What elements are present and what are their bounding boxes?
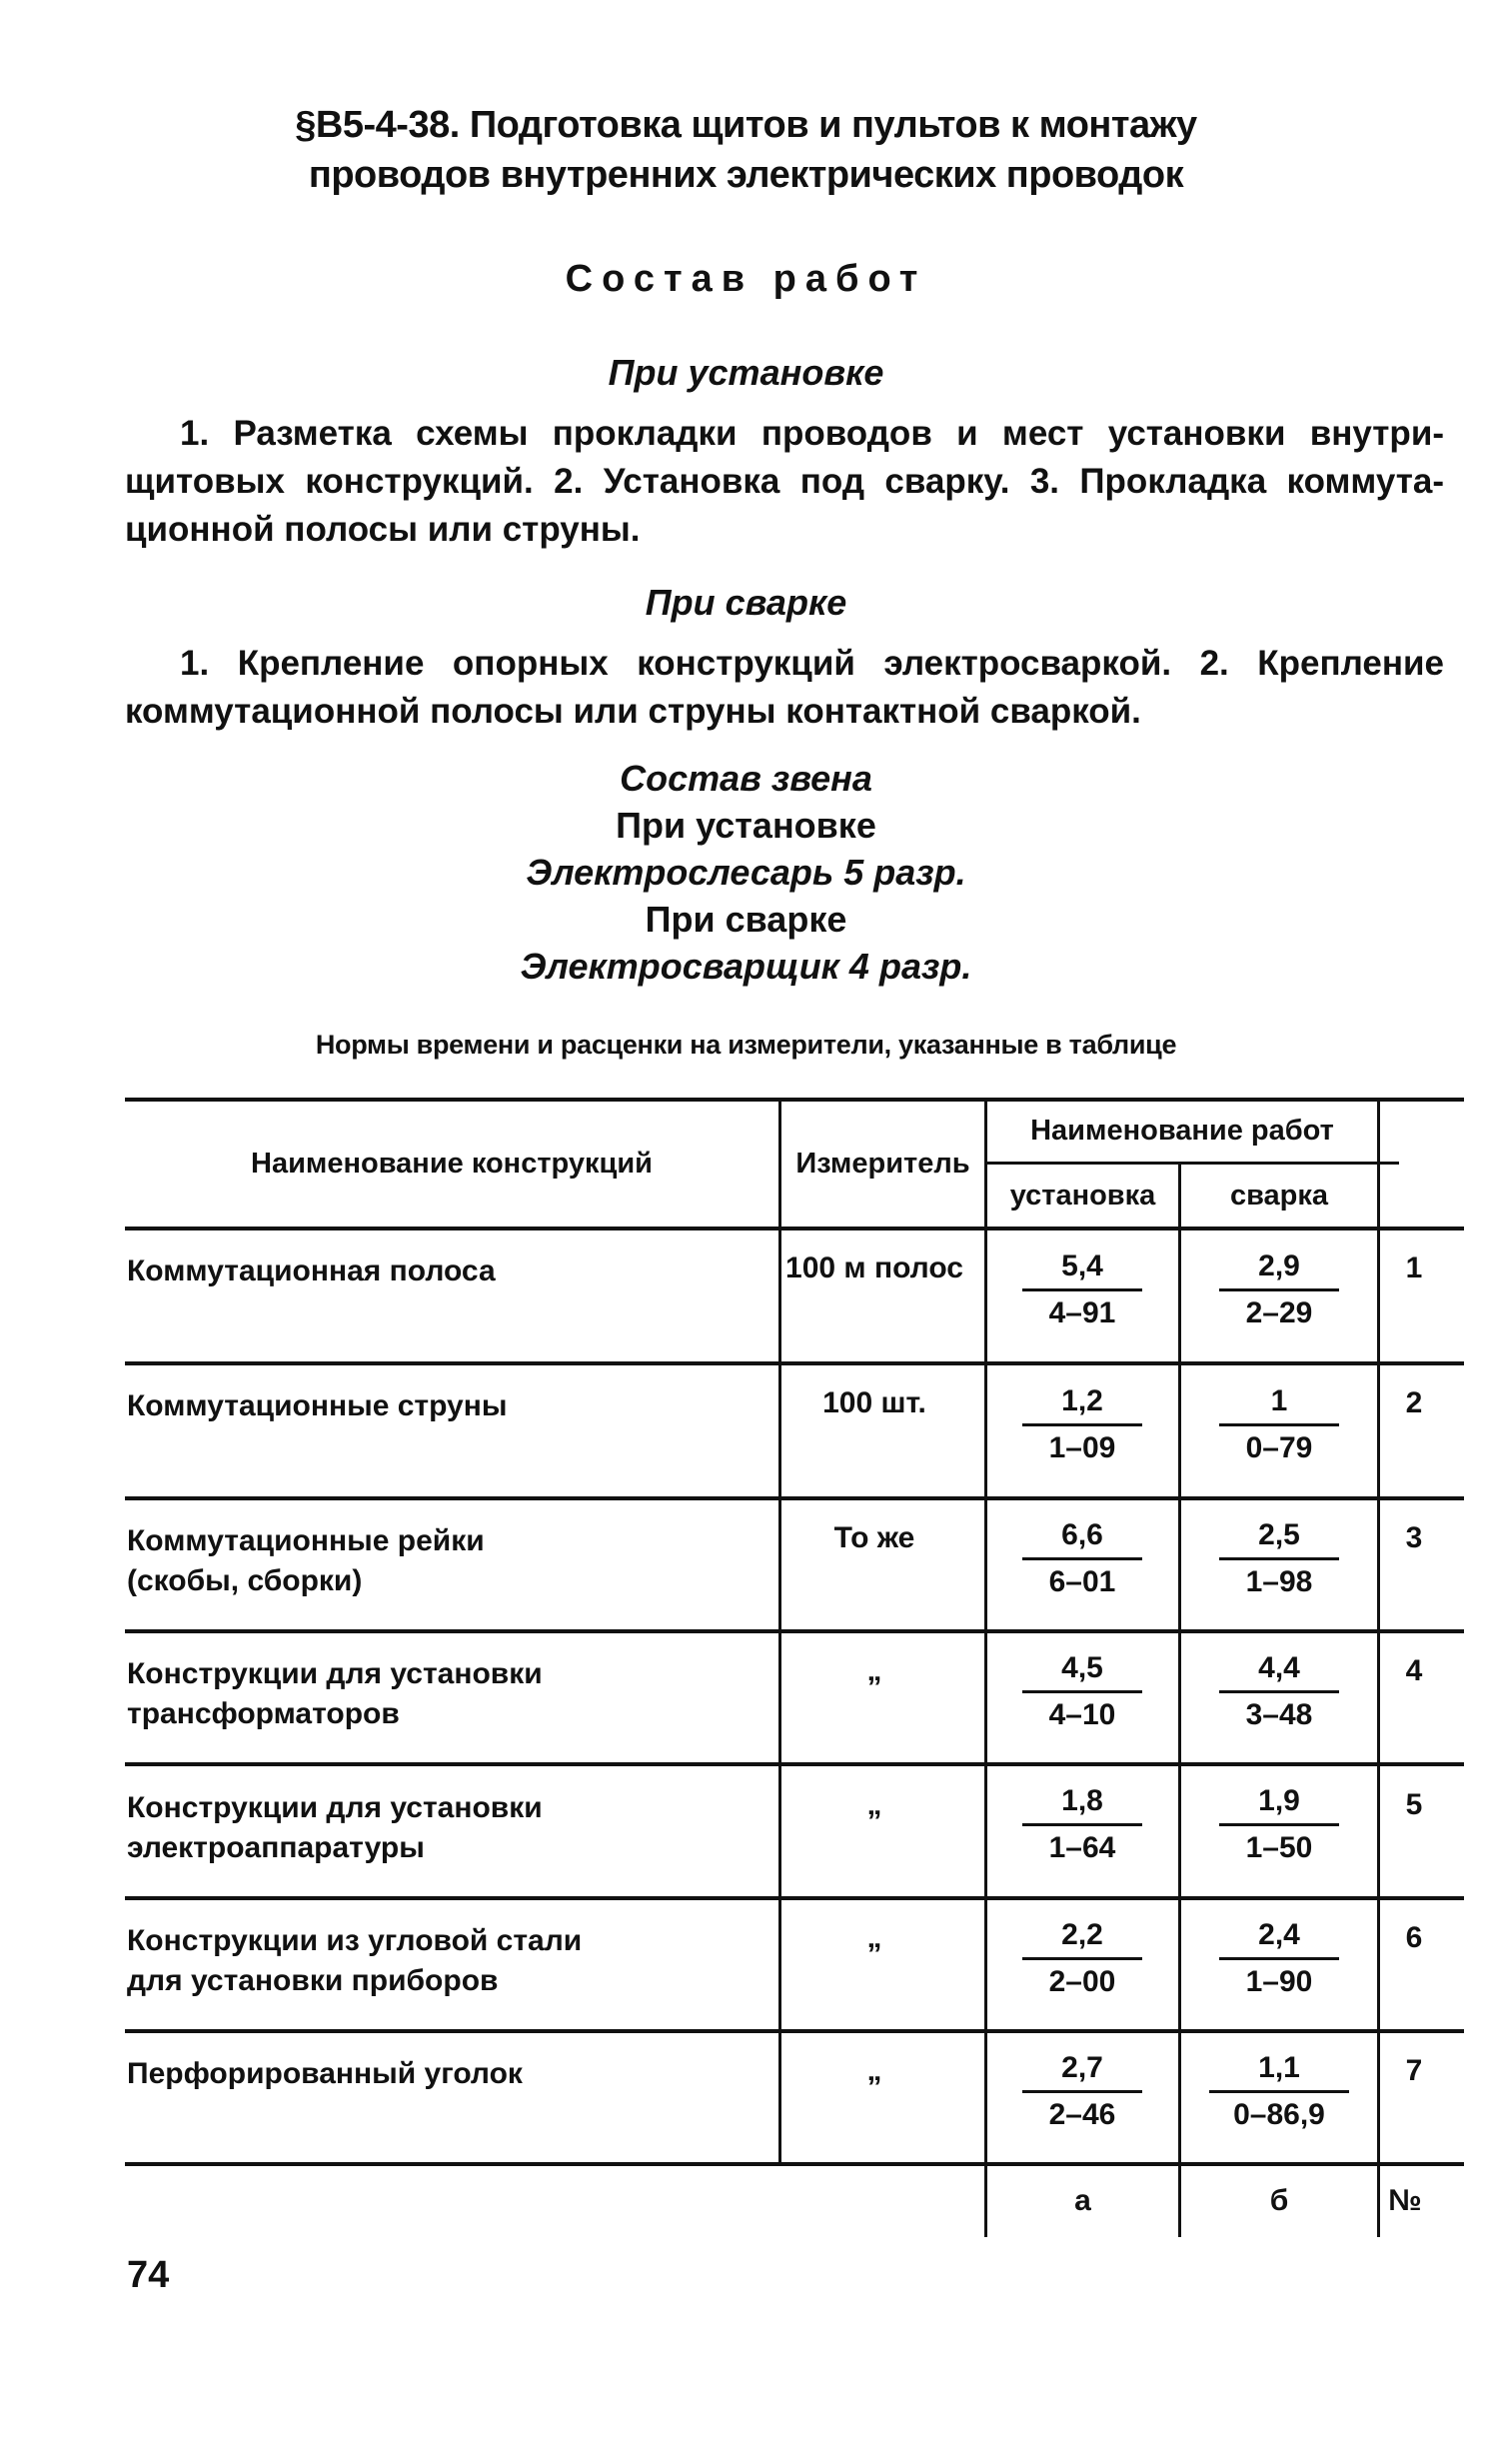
construction-name-line-2: электроаппаратуры — [127, 1831, 425, 1864]
weld-norm: 2,5 — [1219, 1513, 1339, 1560]
weld-price: 3–48 — [1245, 1698, 1313, 1731]
work-composition-heading: Состав работ — [565, 258, 927, 300]
unit-cell: 100 м полос — [785, 1251, 963, 1284]
construction-name-line-1: Коммутационные рейки — [127, 1524, 485, 1557]
table-bottom-rule — [125, 2162, 1464, 2166]
install-norm: 6,6 — [1022, 1513, 1142, 1560]
construction-name — [127, 1251, 766, 1291]
install-norm-fraction — [1022, 1513, 1142, 1604]
construction-name-line-2: для установки приборов — [127, 1964, 499, 1997]
row-rule-1 — [125, 1361, 1464, 1365]
construction-name — [127, 1386, 766, 1426]
crew-install-worker: Электрослесарь 5 разр. — [526, 852, 966, 893]
weld-norm-fraction — [1219, 1779, 1339, 1870]
row-number: 2 — [1405, 1386, 1423, 1419]
install-paragraph — [125, 410, 1444, 554]
install-norm-fraction — [1022, 1779, 1142, 1870]
construction-name-line-1: Конструкции для установки — [127, 1657, 543, 1690]
unit-cell: То же — [833, 1521, 915, 1554]
weld-price: 1–90 — [1245, 1965, 1313, 1998]
row-rule-5 — [125, 1896, 1464, 1900]
footer-col-num: № — [1388, 2184, 1422, 2217]
install-norm-fraction — [1022, 1913, 1142, 2004]
footer-col-b: б — [1269, 2184, 1289, 2217]
construction-name — [127, 1521, 766, 1601]
section-title-line-2: проводов внутренних электрических проводок — [308, 154, 1184, 196]
weld-norm-fraction — [1219, 1913, 1339, 2004]
row-rule-3 — [125, 1629, 1464, 1633]
install-price: 4–91 — [1048, 1296, 1116, 1329]
weld-price: 2–29 — [1245, 1296, 1313, 1329]
row-number: 7 — [1405, 2054, 1423, 2087]
install-price: 2–46 — [1048, 2098, 1116, 2131]
construction-name — [127, 1921, 766, 2001]
weld-price: 1–50 — [1245, 1831, 1313, 1864]
install-norm: 2,2 — [1022, 1913, 1142, 1960]
install-norm: 2,7 — [1022, 2046, 1142, 2093]
section-title-line-1: §В5-4-38. Подготовка щитов и пультов к монтажу — [295, 104, 1197, 146]
unit-cell: „ — [866, 2054, 882, 2087]
weld-price: 1–98 — [1245, 1565, 1313, 1598]
weld-norm: 1,9 — [1219, 1779, 1339, 1826]
footer-col-a: а — [1074, 2184, 1091, 2217]
row-number: 6 — [1405, 1921, 1423, 1954]
construction-name — [127, 1654, 766, 1734]
weld-norm: 1,1 — [1209, 2046, 1349, 2093]
construction-name-line-1: Коммутационные струны — [127, 1389, 508, 1422]
install-norm-fraction — [1022, 1244, 1142, 1335]
weld-price: 0–86,9 — [1233, 2098, 1325, 2131]
install-price: 2–00 — [1048, 1965, 1116, 1998]
unit-cell: „ — [866, 1921, 882, 1954]
row-number: 3 — [1405, 1521, 1423, 1554]
construction-name-line-2: (скобы, сборки) — [127, 1564, 363, 1597]
table-caption: Нормы времени и расценки на измерители, указанные в таблице — [315, 1030, 1177, 1060]
row-number: 4 — [1405, 1654, 1423, 1687]
construction-name-line-2: трансформаторов — [127, 1697, 400, 1730]
header-unit: Измеритель — [795, 1148, 970, 1180]
crew-heading: Состав звена — [620, 758, 872, 799]
col-divider-weld — [1178, 1162, 1181, 2237]
header-bottom-rule — [125, 1227, 1464, 1231]
install-norm: 5,4 — [1022, 1244, 1142, 1291]
header-construction: Наименование конструкций — [251, 1148, 653, 1180]
construction-name-line-1: Конструкции из угловой стали — [127, 1924, 583, 1957]
works-header-rule — [986, 1162, 1399, 1165]
col-divider-num — [1377, 1098, 1380, 2237]
install-price: 1–64 — [1048, 1831, 1116, 1864]
weld-norm-fraction — [1209, 2046, 1349, 2137]
install-norm: 1,2 — [1022, 1379, 1142, 1426]
weld-norm: 2,4 — [1219, 1913, 1339, 1960]
header-works: Наименование работ — [1030, 1115, 1334, 1147]
header-install: установка — [1009, 1180, 1156, 1212]
weld-norm-fraction — [1219, 1379, 1339, 1470]
construction-name — [127, 1788, 766, 1868]
crew-weld-worker: Электросварщик 4 разр. — [520, 946, 972, 987]
weld-norm: 2,9 — [1219, 1244, 1339, 1291]
construction-name-line-1: Перфорированный уголок — [127, 2057, 523, 2090]
install-subtitle: При установке — [608, 352, 884, 393]
unit-cell: 100 шт. — [822, 1386, 926, 1419]
row-rule-6 — [125, 2029, 1464, 2033]
weld-subtitle: При сварке — [645, 582, 847, 623]
col-divider-install — [984, 1098, 987, 2237]
weld-norm-fraction — [1219, 1244, 1339, 1335]
row-rule-4 — [125, 1762, 1464, 1766]
weld-price: 0–79 — [1245, 1431, 1313, 1464]
unit-cell: „ — [866, 1788, 882, 1821]
row-number: 5 — [1405, 1788, 1423, 1821]
weld-norm: 1 — [1219, 1379, 1339, 1426]
weld-paragraph — [125, 640, 1444, 736]
install-paragraph-text: 1. Разметка схемы прокладки проводов и мест установки внутри-щитовых конструкций. 2. Установка под сварку. 3. Прокладка коммута-ционной полосы или струны. — [125, 414, 1444, 549]
install-price: 6–01 — [1048, 1565, 1116, 1598]
header-weld: сварка — [1229, 1180, 1329, 1212]
weld-norm: 4,4 — [1219, 1646, 1339, 1693]
weld-norm-fraction — [1219, 1513, 1339, 1604]
install-norm-fraction — [1022, 1379, 1142, 1470]
install-norm-fraction — [1022, 1646, 1142, 1737]
install-norm: 1,8 — [1022, 1779, 1142, 1826]
page-number: 74 — [127, 2254, 170, 2296]
install-norm: 4,5 — [1022, 1646, 1142, 1693]
table-top-rule — [125, 1098, 1464, 1102]
construction-name — [127, 2054, 766, 2094]
crew-weld-label: При сварке — [645, 899, 847, 940]
crew-install-label: При установке — [616, 805, 876, 846]
weld-norm-fraction — [1219, 1646, 1339, 1737]
construction-name-line-1: Коммутационная полоса — [127, 1254, 496, 1287]
row-rule-2 — [125, 1496, 1464, 1500]
weld-paragraph-text: 1. Крепление опорных конструкций электросваркой. 2. Крепление коммутационной полосы или струны контактной сваркой. — [125, 644, 1444, 731]
install-price: 1–09 — [1048, 1431, 1116, 1464]
install-norm-fraction — [1022, 2046, 1142, 2137]
install-price: 4–10 — [1048, 1698, 1116, 1731]
construction-name-line-1: Конструкции для установки — [127, 1791, 543, 1824]
row-number: 1 — [1405, 1251, 1423, 1284]
unit-cell: „ — [866, 1654, 882, 1687]
